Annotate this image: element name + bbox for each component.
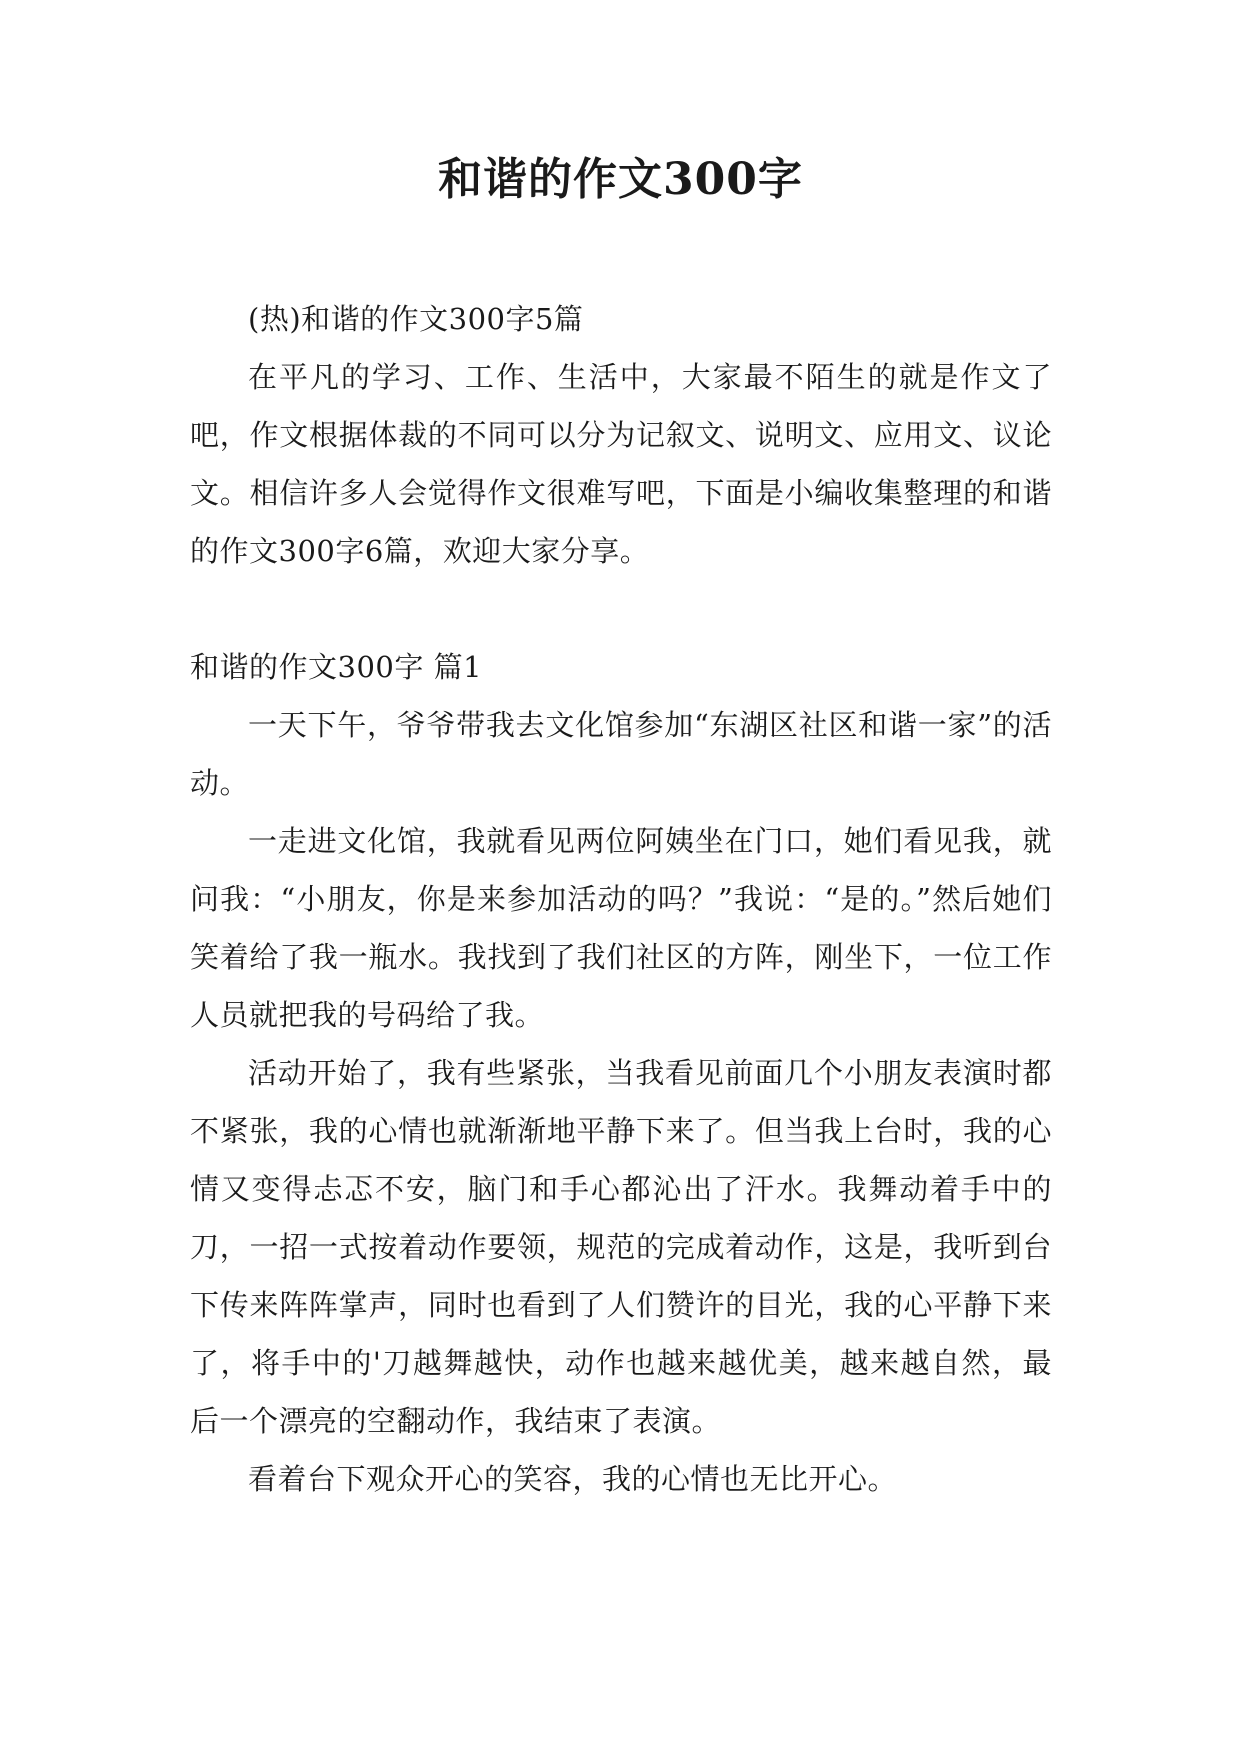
body-paragraph: 活动开始了，我有些紧张，当我看见前面几个小朋友表演时都不紧张，我的心情也就渐渐地平静下来了。但当我上台时，我的心情又变得忐忑不安，脑门和手心都沁出了汗水。我舞动着手中的刀，一招一式按着动作要领，规范的完成着动作，这是，我听到台下传来阵阵掌声，同时也看到了人们赞许的目光，我的心平静下来了，将手中的'刀越舞越快，动作也越来越优美，越来越自然，最后一个漂亮的空翻动作，我结束了表演。 (190, 1056, 1052, 1438)
body-paragraph: 一走进文化馆，我就看见两位阿姨坐在门口，她们看见我，就问我：“小朋友，你是来参加活动的吗？”我说：“是的。”然后她们笑着给了我一瓶水。我找到了我们社区的方阵，刚坐下，一位工作人员就把我的号码给了我。 (190, 824, 1052, 1032)
section-heading: 和谐的作文300字 篇1 (190, 650, 483, 684)
section-spacer (190, 580, 1052, 638)
body-paragraph: 一天下午，爷爷带我去文化馆参加“东湖区社区和谐一家”的活动。 (190, 708, 1052, 800)
body-paragraph: 看着台下观众开心的笑容，我的心情也无比开心。 (248, 1462, 898, 1496)
document-body (190, 290, 1052, 1508)
document-title: 和谐的作文300字 (438, 154, 803, 205)
document-subtitle: (热)和谐的作文300字5篇 (248, 302, 584, 336)
intro-paragraph: 在平凡的学习、工作、生活中，大家最不陌生的就是作文了吧，作文根据体裁的不同可以分为记叙文、说明文、应用文、议论文。相信许多人会觉得作文很难写吧，下面是小编收集整理的和谐的作文300字6篇，欢迎大家分享。 (190, 360, 1052, 568)
